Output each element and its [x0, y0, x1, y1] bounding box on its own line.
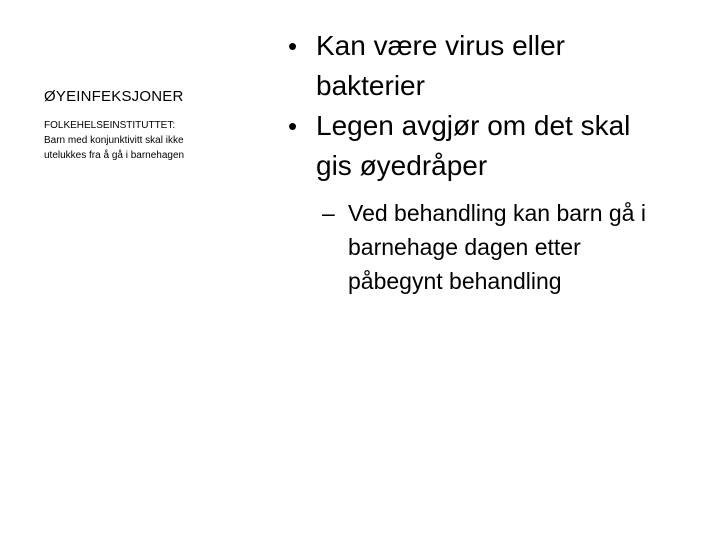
bullet-item-eyedrops — [286, 106, 706, 186]
bullet-text-line: gis øyedråper — [316, 150, 488, 181]
slide-title: ØYEINFEKSJONER — [44, 88, 184, 105]
subtitle-line: Barn med konjunktivitt skal ikke — [44, 135, 184, 146]
slide-subtitle — [44, 118, 244, 163]
sub-bullet-text-line: barnehage dagen etter — [348, 234, 581, 260]
sub-bullet-text-line: påbegynt behandling — [348, 268, 562, 294]
bullet-text — [316, 26, 706, 106]
sub-bullet-text-line: Ved behandling kan barn gå i — [348, 200, 646, 226]
bullet-text-line: Legen avgjør om det skal — [316, 110, 631, 141]
bullet-text — [316, 106, 706, 186]
bullet-item-virus — [286, 26, 706, 106]
bullet-marker: • — [288, 31, 298, 61]
subtitle-line: utelukkes fra å gå i barnehagen — [44, 150, 185, 161]
sub-bullet-marker: – — [322, 200, 335, 226]
sub-bullet-text — [348, 196, 706, 298]
bullet-text-line: bakterier — [316, 70, 425, 101]
bullet-text-line: Kan være virus eller — [316, 30, 565, 61]
sub-bullet-item-treatment — [322, 196, 706, 298]
bullet-marker: • — [288, 111, 298, 141]
bullet-list — [286, 26, 706, 298]
subtitle-line-source: FOLKEHELSEINSTITUTTET: — [44, 120, 176, 131]
